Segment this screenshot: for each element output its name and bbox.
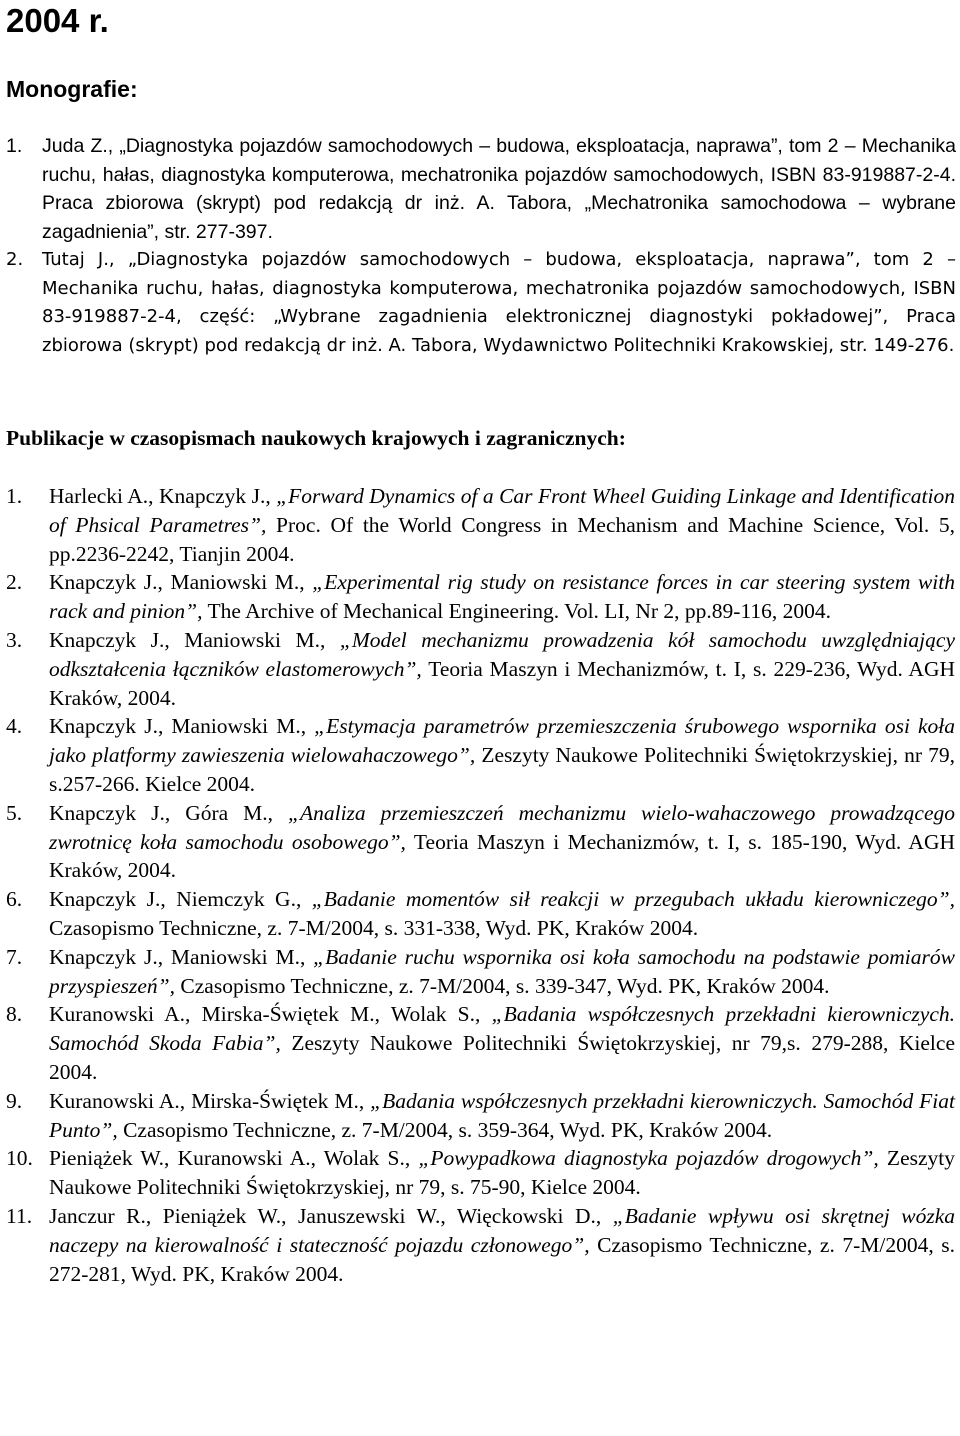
publication-source: The Archive of Mechanical Engineering. Vol. LI, Nr 2, pp.89-116, 2004. — [202, 599, 832, 624]
monograph-text: Tutaj J., „Diagnostyka pojazdów samochodowych – budowa, eksploatacja, naprawa”, tom 2 – Mechanika ruchu, hałas, diagnostyka komputerowa, mechatronika pojazdów samochodowych, ISBN 83-919887-2-4, część: „Wybrane zagadnienia elektronicznej diagnostyki pokładowej”, Praca zbiorowa (skrypt) pod redakcją dr inż. A. Tabora, Wydawnictwo Politechniki Krakowskiej, str. 149-276. — [42, 249, 956, 356]
publication-source: Czasopismo Techniczne, z. 7-M/2004, s. 359-364, Wyd. PK, Kraków 2004. — [117, 1117, 773, 1142]
item-number: 8. — [6, 1002, 23, 1027]
publication-source: Teoria Maszyn i Mechanizmów, t. I, s. 185-190, Wyd. AGH Kraków, 2004. — [49, 829, 956, 883]
publication-item — [0, 712, 960, 798]
publications-list — [0, 482, 960, 1288]
publication-title: „Badanie momentów sił reakcji w przegubach układu kierowniczego”, — [311, 887, 955, 912]
publication-authors: Knapczyk J., Niemczyk G., — [49, 887, 312, 912]
publication-title: „Badania współczesnych przekładni kierowniczych. Samochód Skoda Fabia”, — [49, 1002, 955, 1056]
publication-source: Teoria Maszyn i Mechanizmów, t. I, s. 229-236, Wyd. AGH Kraków, 2004. — [49, 656, 955, 710]
publication-authors: Janczur R., Pieniążek W., Januszewski W., Więckowski D., — [49, 1203, 613, 1228]
monograph-item — [0, 132, 960, 246]
item-number: 5. — [6, 800, 23, 825]
publication-title: „Badanie wpływu osi skrętnej wózka naczepy na kierowalność i stateczność pojazdu członowego”, — [49, 1203, 955, 1257]
publication-item — [0, 482, 960, 568]
year-heading: 2004 r. — [6, 2, 109, 39]
publication-authors: Knapczyk J., Maniowski M., — [49, 627, 340, 652]
publication-text — [49, 568, 955, 626]
monograph-text: Juda Z., „Diagnostyka pojazdów samochodowych – budowa, eksploatacja, naprawa”, tom 2 – Mechanika ruchu, hałas, diagnostyka komputerowa, mechatronika pojazdów samochodowych, ISBN 83-919887-2-4. Praca zbiorowa (skrypt) pod redakcją dr inż. A. Tabora, „Mechatronika samochodowa – wybrane zagadnienia”, str. 277-397. — [42, 135, 956, 243]
publication-title: „Badanie ruchu wspornika osi koła samochodu na podstawie pomiarów przyspieszeń”, — [49, 944, 955, 998]
publication-authors: Knapczyk J., Góra M., — [49, 800, 288, 825]
publication-authors: Pieniążek W., Kuranowski A., Wolak S., — [49, 1146, 419, 1171]
publication-source: Zeszyty Naukowe Politechniki Świętokrzyskiej, nr 79, s.257-266. Kielce 2004. — [49, 743, 955, 796]
item-number: 2. — [6, 570, 23, 595]
publications-heading: Publikacje w czasopismach naukowych krajowych i zagranicznych: — [6, 426, 626, 450]
publication-text — [49, 1000, 955, 1086]
monographs-list — [0, 132, 960, 360]
publication-text — [49, 712, 955, 798]
publication-authors: Kuranowski A., Mirska-Świętek M., — [49, 1088, 371, 1113]
publication-source: Czasopismo Techniczne, z. 7-M/2004, s. 272-281, Wyd. PK, Kraków 2004. — [49, 1232, 956, 1286]
publication-text — [49, 885, 955, 943]
item-number: 2. — [6, 249, 24, 270]
item-number: 10. — [6, 1146, 33, 1171]
item-number: 4. — [6, 714, 23, 739]
publication-authors: Kuranowski A., Mirska-Świętek M., Wolak S., — [49, 1002, 492, 1027]
publication-source: Czasopismo Techniczne, z. 7-M/2004, s. 339-347, Wyd. PK, Kraków 2004. — [175, 973, 830, 998]
item-number: 6. — [6, 887, 23, 912]
publication-authors: Harlecki A., Knapczyk J., — [49, 484, 277, 508]
publication-text — [49, 1202, 955, 1288]
publication-source: Proc. Of the World Congress in Mechanism and Machine Science, Vol. 5, pp.2236-2242, Tianjin 2004. — [49, 512, 955, 566]
publication-item — [0, 568, 960, 626]
monographs-heading: Monografie: — [6, 76, 138, 102]
publication-source: Czasopismo Techniczne, z. 7-M/2004, s. 331-338, Wyd. PK, Kraków 2004. — [49, 915, 699, 940]
publication-text — [49, 943, 955, 1001]
publication-item — [0, 1000, 960, 1086]
publication-item — [0, 1087, 960, 1145]
publication-source: Zeszyty Naukowe Politechniki Świętokrzyskiej, nr 79, s. 75-90, Kielce 2004. — [49, 1146, 955, 1200]
publication-item — [0, 1202, 960, 1288]
monograph-item — [0, 246, 960, 360]
publication-authors: Knapczyk J., Maniowski M., — [49, 714, 315, 739]
publication-text — [49, 1144, 955, 1202]
item-number: 11. — [6, 1203, 33, 1228]
publication-item — [0, 1144, 960, 1202]
publication-title: „Model mechanizmu prowadzenia kół samochodu uwzględniający odkształcenia łączników elastomerowych”, — [49, 627, 955, 681]
publication-title: „Powypadkowa diagnostyka pojazdów drogowych”, — [418, 1146, 879, 1171]
item-number: 1. — [6, 135, 23, 157]
item-number: 1. — [6, 484, 23, 508]
item-number: 3. — [6, 627, 23, 652]
publication-item — [0, 943, 960, 1001]
publication-title: „Estymacja parametrów przemieszczenia śrubowego wspornika osi koła jako platformy zawieszenia wielowahaczowego”, — [49, 714, 956, 768]
publication-text — [49, 626, 955, 712]
publication-title: „Forward Dynamics of a Car Front Wheel Guiding Linkage and Identification of Phsical Parametres”, — [49, 484, 956, 537]
publication-item — [0, 799, 960, 885]
publication-source: Zeszyty Naukowe Politechniki Świętokrzyskiej, nr 79,s. 279-288, Kielce 2004. — [49, 1031, 955, 1084]
publication-title: „Badania współczesnych przekładni kierowniczych. Samochód Fiat Punto”, — [49, 1088, 955, 1142]
item-number: 7. — [6, 944, 23, 969]
publication-text — [49, 799, 955, 885]
publication-authors: Knapczyk J., Maniowski M., — [49, 944, 314, 969]
publication-text — [49, 1087, 955, 1145]
publication-item — [0, 885, 960, 943]
publication-authors: Knapczyk J., Maniowski M., — [49, 570, 313, 595]
publication-text — [49, 482, 955, 568]
item-number: 9. — [6, 1088, 23, 1113]
publication-title: „Analiza przemieszczeń mechanizmu wielo-wahaczowego prowadzącego zwrotnicę koła samochodu osobowego”, — [49, 800, 955, 854]
publication-item — [0, 626, 960, 712]
publication-title: „Experimental rig study on resistance forces in car steering system with rack and pinion”, — [49, 570, 956, 624]
